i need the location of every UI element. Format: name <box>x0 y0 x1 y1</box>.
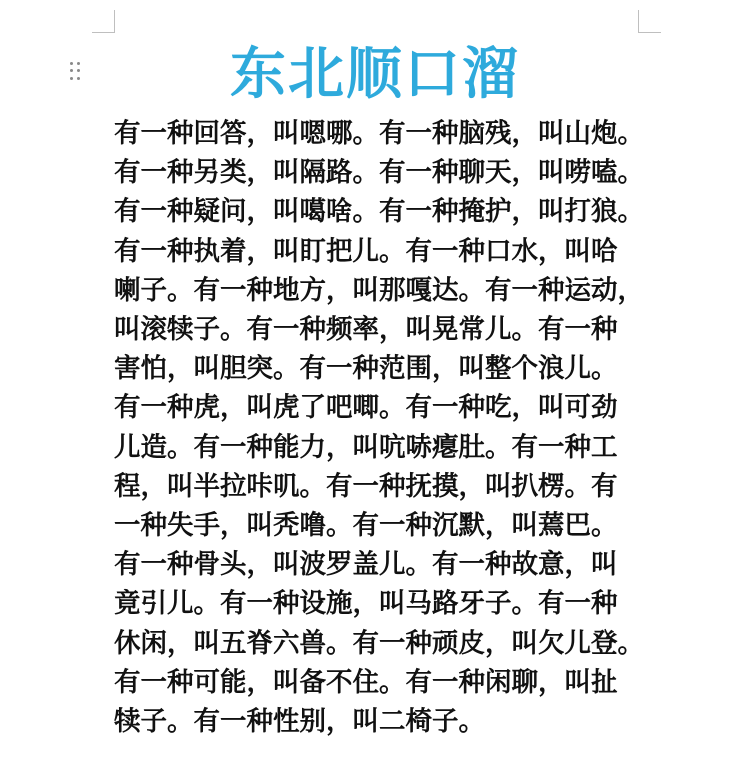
document-body[interactable] <box>114 114 650 741</box>
text-line: 害怕，叫胆突。有一种范围，叫整个浪儿。 <box>114 353 618 385</box>
text-line: 休闲，叫五脊六兽。有一种顽皮，叫欠儿登。 <box>114 627 644 659</box>
text-line: 有一种疑问，叫噶啥。有一种掩护，叫打狼。 <box>114 196 644 228</box>
text-line: 程，叫半拉咔叽。有一种抚摸，叫扒楞。有 <box>114 470 618 502</box>
text-line: 有一种虎，叫虎了吧唧。有一种吃，叫可劲 <box>114 392 618 424</box>
text-line: 有一种另类，叫隔路。有一种聊天，叫唠嗑。 <box>114 157 644 189</box>
text-line: 有一种回答，叫嗯哪。有一种脑残，叫山炮。 <box>114 118 644 149</box>
text-line: 竟引儿。有一种设施，叫马路牙子。有一种 <box>114 588 618 620</box>
text-line: 喇子。有一种地方，叫那嘎达。有一种运动， <box>114 274 644 306</box>
text-line: 儿造。有一种能力，叫吭哧瘪肚。有一种工 <box>114 431 618 463</box>
text-line: 有一种骨头，叫波罗盖儿。有一种故意，叫 <box>114 549 618 581</box>
page-corner-mark-top-right <box>638 10 661 33</box>
text-line: 有一种可能，叫备不住。有一种闲聊，叫扯 <box>114 666 618 698</box>
text-line: 叫滚犊子。有一种频率，叫晃常儿。有一种 <box>114 314 618 346</box>
page-corner-mark-top-left <box>92 10 115 33</box>
document-title[interactable]: 东北顺口溜 <box>230 41 520 107</box>
text-line: 犊子。有一种性别，叫二椅子。 <box>114 706 485 738</box>
text-line: 有一种执着，叫盯把儿。有一种口水，叫哈 <box>114 235 618 267</box>
text-line: 一种失手，叫秃噜。有一种沉默，叫蔫巴。 <box>114 510 618 542</box>
